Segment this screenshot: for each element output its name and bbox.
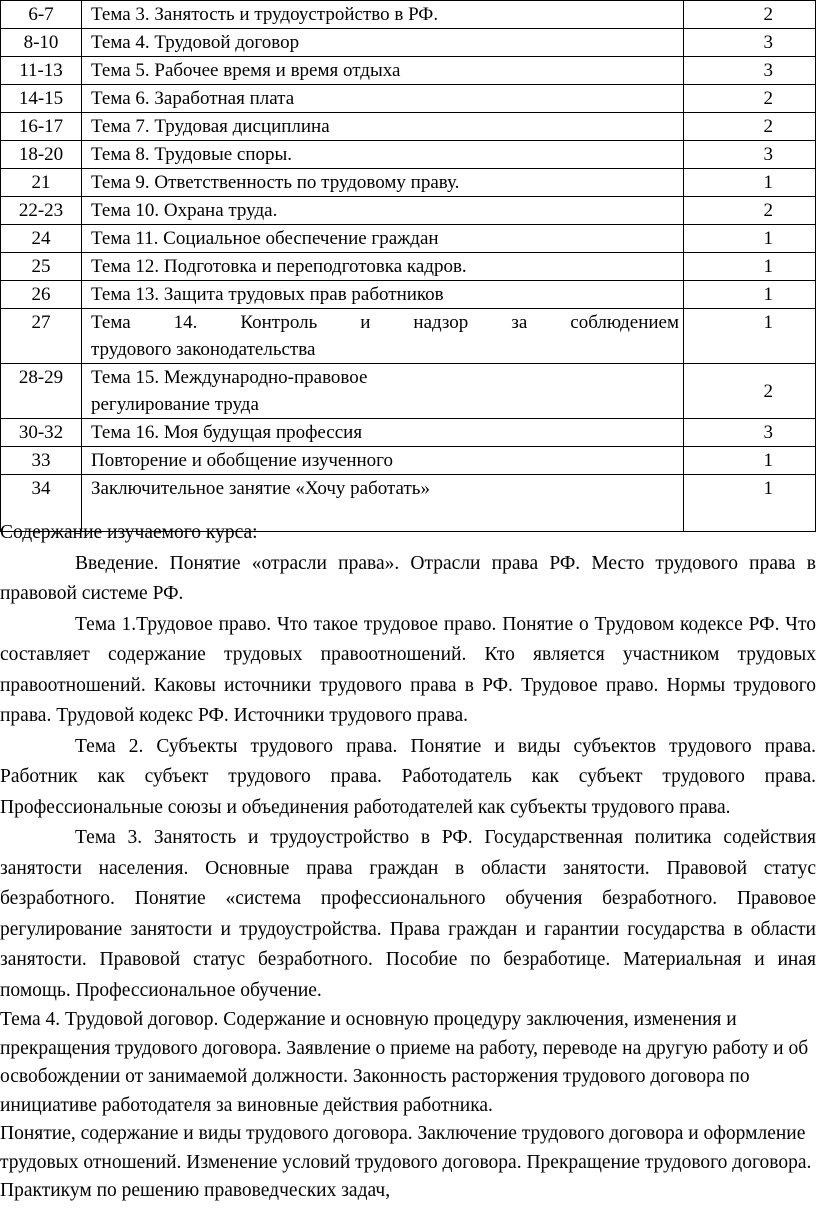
table-row <box>1 197 816 225</box>
table-row <box>1 225 816 253</box>
lesson-number: 21 <box>1 169 82 197</box>
lesson-topic-line: регулирование труда <box>91 394 259 415</box>
table-row <box>1 253 816 281</box>
lesson-number: 18-20 <box>1 141 82 169</box>
paragraph-topic-2: Тема 2. Субъекты трудового права. Понятие и виды субъектов трудового права. Работник как субъект трудового права. Работодатель как субъект трудового права. Профессиональные союзы и объединения работодателей как субъекты трудового права. <box>0 735 816 818</box>
lesson-hours: 3 <box>684 29 816 57</box>
lesson-number: 24 <box>1 225 82 253</box>
lesson-topic-line: трудового законодательства <box>91 339 316 360</box>
lesson-topic <box>82 364 684 419</box>
lesson-number: 22-23 <box>1 197 82 225</box>
lesson-topic: Тема 10. Охрана труда. <box>82 197 684 225</box>
lesson-topic: Тема 11. Социальное обеспечение граждан <box>82 225 684 253</box>
lesson-number: 16-17 <box>1 113 82 141</box>
lesson-number: 14-15 <box>1 85 82 113</box>
lesson-number: 27 <box>1 309 82 364</box>
lesson-topic: Тема 13. Защита трудовых прав работников <box>82 281 684 309</box>
paragraph-topic-4-continued: Понятие, содержание и виды трудового договора. Заключение трудового договора и оформление трудовых отношений. Изменение условий трудового договора. Прекращение трудового договора. Практикум по решению правоведческих задач, <box>0 1123 812 1201</box>
lesson-hours: 1 <box>684 253 816 281</box>
lesson-hours: 1 <box>684 309 816 364</box>
lesson-number: 25 <box>1 253 82 281</box>
table-row <box>1 447 816 475</box>
lesson-topic: Тема 6. Заработная плата <box>82 85 684 113</box>
lesson-hours: 2 <box>684 197 816 225</box>
table-row <box>1 141 816 169</box>
paragraph-intro: Введение. Понятие «отрасли права». Отрасли права РФ. Место трудового права в правовой системе РФ. <box>0 552 816 604</box>
lesson-topic: Заключительное занятие «Хочу работать» <box>82 475 684 532</box>
table-row <box>1 281 816 309</box>
table-row <box>1 169 816 197</box>
paragraph-topic-1: Тема 1.Трудовое право. Что такое трудовое право. Понятие о Трудовом кодексе РФ. Что составляет содержание трудовых правоотношений. Кто является участником трудовых правоотношений. Каковы источники трудового права в РФ. Трудовое право. Нормы трудового права. Трудовой кодекс РФ. Источники трудового права. <box>0 613 816 726</box>
section-heading: Содержание изучаемого курса: <box>0 522 258 543</box>
lesson-number: 28-29 <box>1 364 82 419</box>
table-row <box>1 57 816 85</box>
lesson-topic: Тема 8. Трудовые споры. <box>82 141 684 169</box>
table-row <box>1 85 816 113</box>
lesson-number: 30-32 <box>1 419 82 447</box>
lesson-number: 6-7 <box>1 1 82 29</box>
lesson-hours: 2 <box>684 113 816 141</box>
lesson-number: 11-13 <box>1 57 82 85</box>
table-row <box>1 1 816 29</box>
lesson-topic: Тема 4. Трудовой договор <box>82 29 684 57</box>
lesson-hours: 1 <box>684 281 816 309</box>
table-row <box>1 419 816 447</box>
lesson-number: 8-10 <box>1 29 82 57</box>
lesson-hours: 3 <box>684 141 816 169</box>
lesson-topic: Тема 16. Моя будущая профессия <box>82 419 684 447</box>
table-row <box>1 113 816 141</box>
lesson-number: 34 <box>1 475 82 532</box>
lesson-topic-line: Тема 14. Контроль и надзор за соблюдением <box>91 312 679 333</box>
lesson-number: 33 <box>1 447 82 475</box>
paragraph-topic-3: Тема 3. Занятость и трудоустройство в РФ. Государственная политика содействия занятости населения. Основные права граждан в области занятости. Правовой статус безработного. Понятие «система профессионального обучения безработного. Правовое регулирование занятости и трудоустройства. Права граждан и гарантии государства в области занятости. Правовой статус безработного. Пособие по безработице. Материальная и иная помощь. Профессиональное обучение. <box>0 827 816 1001</box>
lesson-hours: 1 <box>684 169 816 197</box>
lesson-hours: 1 <box>684 225 816 253</box>
lesson-topic: Тема 5. Рабочее время и время отдыха <box>82 57 684 85</box>
lesson-topic: Повторение и обобщение изученного <box>82 447 684 475</box>
lesson-topic: Тема 12. Подготовка и переподготовка кадров. <box>82 253 684 281</box>
lesson-number: 26 <box>1 281 82 309</box>
lesson-hours: 2 <box>684 364 816 419</box>
paragraph-topic-4: Тема 4. Трудовой договор. Содержание и основную процедуру заключения, изменения и прекращения трудового договора. Заявление о приеме на работу, переводе на другую работу и об освобождении от занимаемой должности. Законность расторжения трудового договора по инициативе работодателя за виновные действия работника. <box>0 1009 809 1116</box>
lesson-hours: 2 <box>684 1 816 29</box>
lesson-topic: Тема 9. Ответственность по трудовому праву. <box>82 169 684 197</box>
lesson-hours: 1 <box>684 447 816 475</box>
course-content <box>0 518 816 1206</box>
lesson-topic: Тема 7. Трудовая дисциплина <box>82 113 684 141</box>
lesson-hours: 3 <box>684 57 816 85</box>
lesson-plan-table <box>0 0 816 532</box>
table-row <box>1 364 816 419</box>
lesson-hours: 2 <box>684 85 816 113</box>
lesson-hours: 3 <box>684 419 816 447</box>
lesson-hours: 1 <box>684 475 816 532</box>
lesson-topic-line: Тема 15. Международно-правовое <box>91 367 368 388</box>
lesson-topic <box>82 309 684 364</box>
lesson-topic: Тема 3. Занятость и трудоустройство в РФ. <box>82 1 684 29</box>
table-row <box>1 309 816 364</box>
table-row <box>1 29 816 57</box>
